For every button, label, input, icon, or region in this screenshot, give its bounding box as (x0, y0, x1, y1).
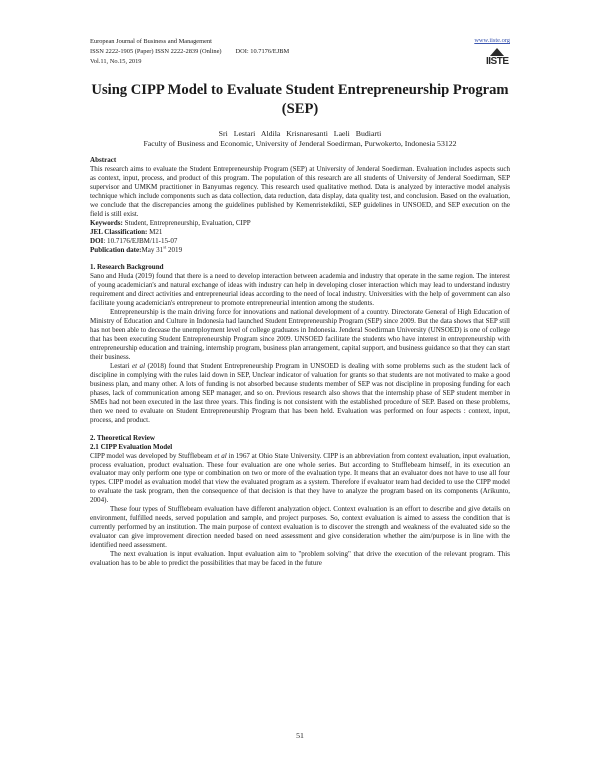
iiste-logo (486, 48, 508, 68)
pubdate-suffix: st (163, 244, 167, 250)
paper-title: Using CIPP Model to Evaluate Student Entrepreneurship Program (SEP) (91, 82, 509, 117)
section-1-heading: 1. Research Background (90, 263, 164, 272)
paper-body (90, 156, 510, 568)
pubdate-year: 2019 (168, 245, 183, 254)
section-1-paragraph-1: Sano and Huda (2019) found that there is a need to develop interaction between academia and industry that operate in the same region. The interest of young academician's and natural exchange of ideas with industry can help in developing closer interaction which may lead to understand industry requirement and direct activities and entrepreneurial ideas according to the need of local industry. Universities with the help of government can also facilitate young academician's entrepreneur to promote entrepreneurial intention among the students. (90, 272, 510, 308)
keywords-line (90, 219, 510, 228)
section-1-paragraph-2: Entrepreneurship is the main driving force for innovations and national development of a country. Directorate General of High Education of Ministry of Education and Culture in Indonesia had launched Student Entrepreneurship Program (SEP) since 2009. But the data shows that SEP still has not been able to decease the unemployment level of college graduates in Indonesia. Jenderal Soedirman University (UNSOED) is one of college that has been executing Student Entrepreneurship Program since 2009. UNSOED facilitate the students who have interest in entrepreneurship with entrepreneurship education and training, internship program, business plan arrangement, capital support, and business guidance so that they can start their business. (90, 308, 510, 362)
doi-label: DOI (90, 236, 104, 245)
issn-line (90, 47, 289, 57)
issn: ISSN 2222-1905 (Paper) ISSN 2222-2839 (Online) (90, 48, 222, 55)
jel-line (90, 228, 510, 237)
section-2-1-paragraph-2: These four types of Stufflebeam evaluation have different analyzation object. Context evaluation is an effort to describe and give details on environment, fulfilled needs, served population and sample, and project purposes. So, context evaluation is aimed to assess the condition that is currently performed by an institution. The main purpose of context evaluation is to discover the strength and weakness of the evaluated side so the evaluator can give improvement direction needed based on need assessment and give consideration whether the aim/purpose is in line with the identified need assessment. (90, 505, 510, 550)
section-2-1-paragraph-1: CIPP model was developed by Stufflebeam et al in 1967 at Ohio State University. CIPP is an abbreviation from context evaluation, input evaluation, process evaluation, product evaluation. These four evaluation are one whole series. But according to Stufflebeam himself, in its execution an evaluator may only perform one type or combination on two or more of the evaluation type. It means that an evaluator does not have to use all four types. CIPP model as evaluation model that view the evaluated program as a system. Therefore if evaluator team had decided to use the CIPP model to evaluate the task program, then the consequence of that decision is that they have to analyze the program based on its components (Arikunto, 2004). (90, 451, 510, 505)
journal-name: European Journal of Business and Management (90, 38, 212, 45)
author-affiliation: Faculty of Business and Economic, University of Jenderal Soedirman, Purwokerto, Indonesia 53122 (143, 139, 457, 148)
abstract-heading: Abstract (90, 156, 117, 164)
section-2-heading: 2. Theoretical Review (90, 433, 155, 442)
section-2-1-paragraph-3: The next evaluation is input evaluation. Input evaluation aim to "problem solving" that drive the execution of the relevant program. This evaluation has to be able to predict the possibilities that may be faced in the future (90, 550, 510, 567)
section-1-paragraph-3: Lestari et al (2018) found that Student Entrepreneurship Program in UNSOED is dealing with some problems such as the student lack of discipline in complying with the rules laid down in SEP, Unclear indicator of valuation for grants so that students are not motivated to make a good business plan, and many other. A lots of funding is not absorbed because students member of SEP was not discipline in proposing funding for each phases, lack of communication among SEP manager, and so on. Previous research also shows that the internship phase of SEP student member in SMEs had not been executed in the last three years. This finding is not consistent with the established procedure of SEP. Based on these problems, then we need to evaluate on Student Entrepreneurship Program that has been held. Evaluation was performed on four aspects : context, input, process, and product. (90, 361, 510, 424)
journal-website-block (474, 37, 510, 44)
abstract-text: This research aims to evaluate the Student Entrepreneurship Program (SEP) at University of Jenderal Soedirman. Evaluation includes aspects such as context, input, process, and product of this program. The population of this research are all students of University of Jenderal Soedirman, SEP supervisor and UMKM practitioner in Banyumas regency. This research used qualitative method. Data is analyzed by interactive model analysis technique which include components such as data collection, data reduction, data display, data quality test, and conclusion. Based on the evaluation, we conclude that the discrepancies among the guidelines published by Kemenristekdikti, SEP guidelines in UNSOED, and SEP execution on the field is still exist. (90, 164, 510, 218)
journal-website-link[interactable]: www.iiste.org (474, 37, 510, 44)
pubdate-label: Publication date: (90, 245, 142, 254)
pubdate-line (90, 246, 510, 255)
doi-line (90, 237, 510, 246)
page-number: 51 (296, 731, 304, 740)
journal-doi: DOI: 10.7176/EJBM (235, 48, 290, 55)
pubdate: May 31 (141, 245, 164, 254)
keywords-label: Keywords: (90, 218, 123, 227)
logo-text: IISTE (486, 56, 509, 67)
article-doi: : 10.7176/EJBM/11-15-07 (103, 236, 178, 245)
volume-info: Vol.11, No.15, 2019 (90, 58, 142, 65)
paper-authors: Sri Lestari Aldila Krisnaresanti Laeli Budiarti (218, 129, 382, 138)
section-2-1-heading: 2.1 CIPP Evaluation Model (90, 442, 173, 451)
journal-header (90, 37, 289, 67)
jel-label: JEL Classification: (90, 227, 148, 236)
logo-triangle-icon (490, 48, 504, 56)
jel-code: M21 (149, 227, 163, 236)
keywords: Student, Entrepreneurship, Evaluation, CIPP (124, 218, 251, 227)
